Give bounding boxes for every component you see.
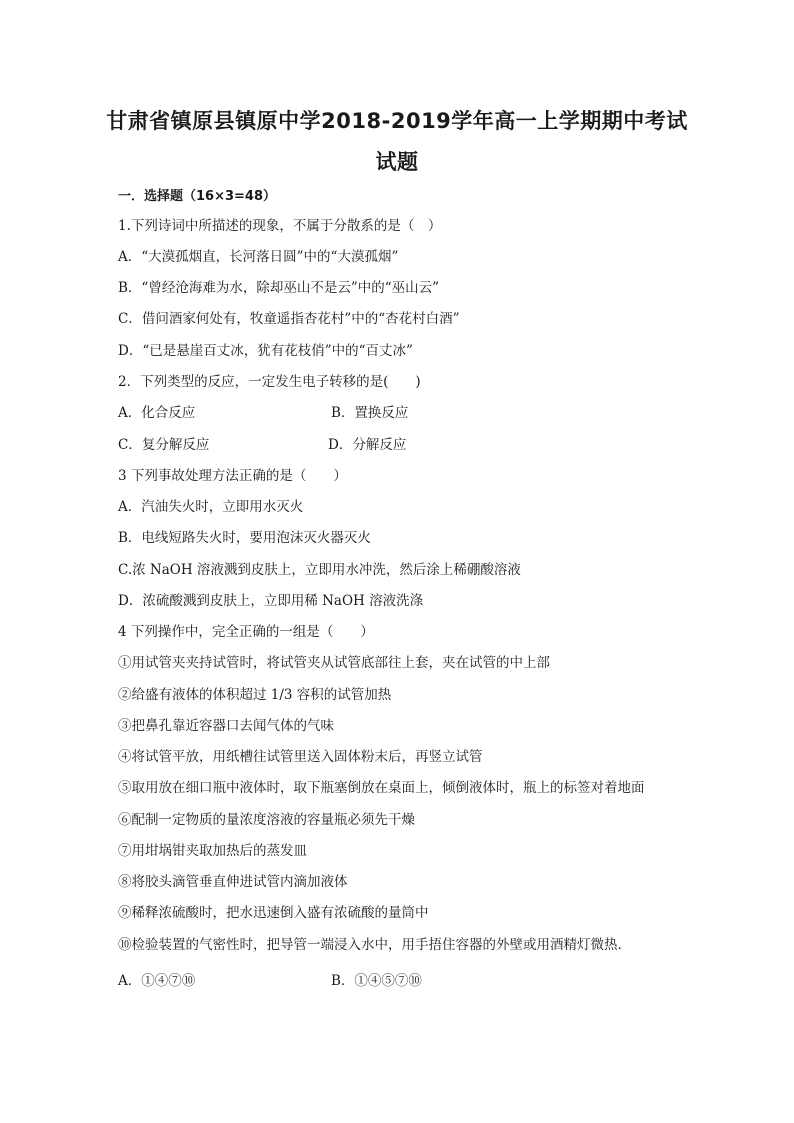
question-3-option-d: D．浓硫酸溅到皮肤上，立即用稀 NaOH 溶液洗涤 (118, 593, 424, 609)
question-4-item: ⑧将胶头滴管垂直伸进试管内滴加液体 (118, 874, 348, 890)
question-3-stem: 3 下列事故处理方法正确的是（ ） (118, 468, 347, 484)
question-4-item: ⑤取用放在细口瓶中液体时，取下瓶塞倒放在桌面上，倾倒液体时，瓶上的标签对着地面 (118, 780, 645, 796)
question-4-item: ⑩检验装置的气密性时，把导管一端浸入水中，用手捂住容器的外壁或用酒精灯微热. (118, 937, 622, 953)
question-3-option-c: C.浓 NaOH 溶液溅到皮肤上，立即用水冲洗，然后涂上稀硼酸溶液 (118, 562, 521, 578)
question-2-option-c: C．复分解反应 (118, 437, 210, 453)
question-1-option-c: C．借问酒家何处有，牧童遥指杏花村”中的“杏花村白酒” (118, 311, 460, 327)
document-title-continued: 试题 (375, 150, 419, 174)
question-1-option-a: A．“大漠孤烟直，长河落日圆”中的“大漠孤烟” (118, 249, 399, 265)
question-1-option-b: B．“曾经沧海难为水，除却巫山不是云”中的“巫山云” (118, 280, 440, 296)
question-4-stem: 4 下列操作中，完全正确的一组是（ ） (118, 624, 374, 640)
question-2-option-b: B．置换反应 (331, 405, 409, 421)
document-title: 甘肃省镇原县镇原中学2018-2019学年高一上学期期中考试 (106, 109, 688, 133)
question-4-item: ⑨稀释浓硫酸时，把水迅速倒入盛有浓硫酸的量筒中 (118, 905, 429, 921)
question-1-stem: 1.下列诗词中所描述的现象，不属于分散系的是（ ） (118, 218, 442, 234)
question-2-option-d: D．分解反应 (328, 437, 407, 453)
question-4-item: ①用试管夹夹持试管时，将试管夹从试管底部往上套，夹在试管的中上部 (118, 655, 550, 671)
question-3-option-b: B．电线短路失火时，要用泡沫灭火器灭火 (118, 530, 371, 546)
question-2-stem: 2．下列类型的反应，一定发生电子转移的是( ) (118, 374, 421, 390)
question-2-option-a: A．化合反应 (118, 405, 196, 421)
question-4-item: ⑥配制一定物质的量浓度溶液的容量瓶必须先干燥 (118, 812, 415, 828)
question-4-item: ⑦用坩埚钳夹取加热后的蒸发皿 (118, 843, 307, 859)
question-4-item: ③把鼻孔靠近容器口去闻气体的气味 (118, 718, 334, 734)
question-1-option-d: D．“已是悬崖百丈冰，犹有花枝俏”中的“百丈冰” (118, 343, 413, 359)
section-heading: 一．选择题（16×3=48） (118, 189, 277, 204)
question-4-item: ④将试管平放，用纸槽往试管里送入固体粉末后，再竖立试管 (118, 749, 483, 765)
question-3-option-a: A．汽油失火时，立即用水灭火 (118, 499, 304, 515)
question-4-option-a: A．①④⑦⑩ (118, 973, 196, 989)
question-4-option-b: B．①④⑤⑦⑩ (331, 973, 422, 989)
question-4-item: ②给盛有液体的体积超过 1/3 容积的试管加热 (118, 687, 392, 703)
